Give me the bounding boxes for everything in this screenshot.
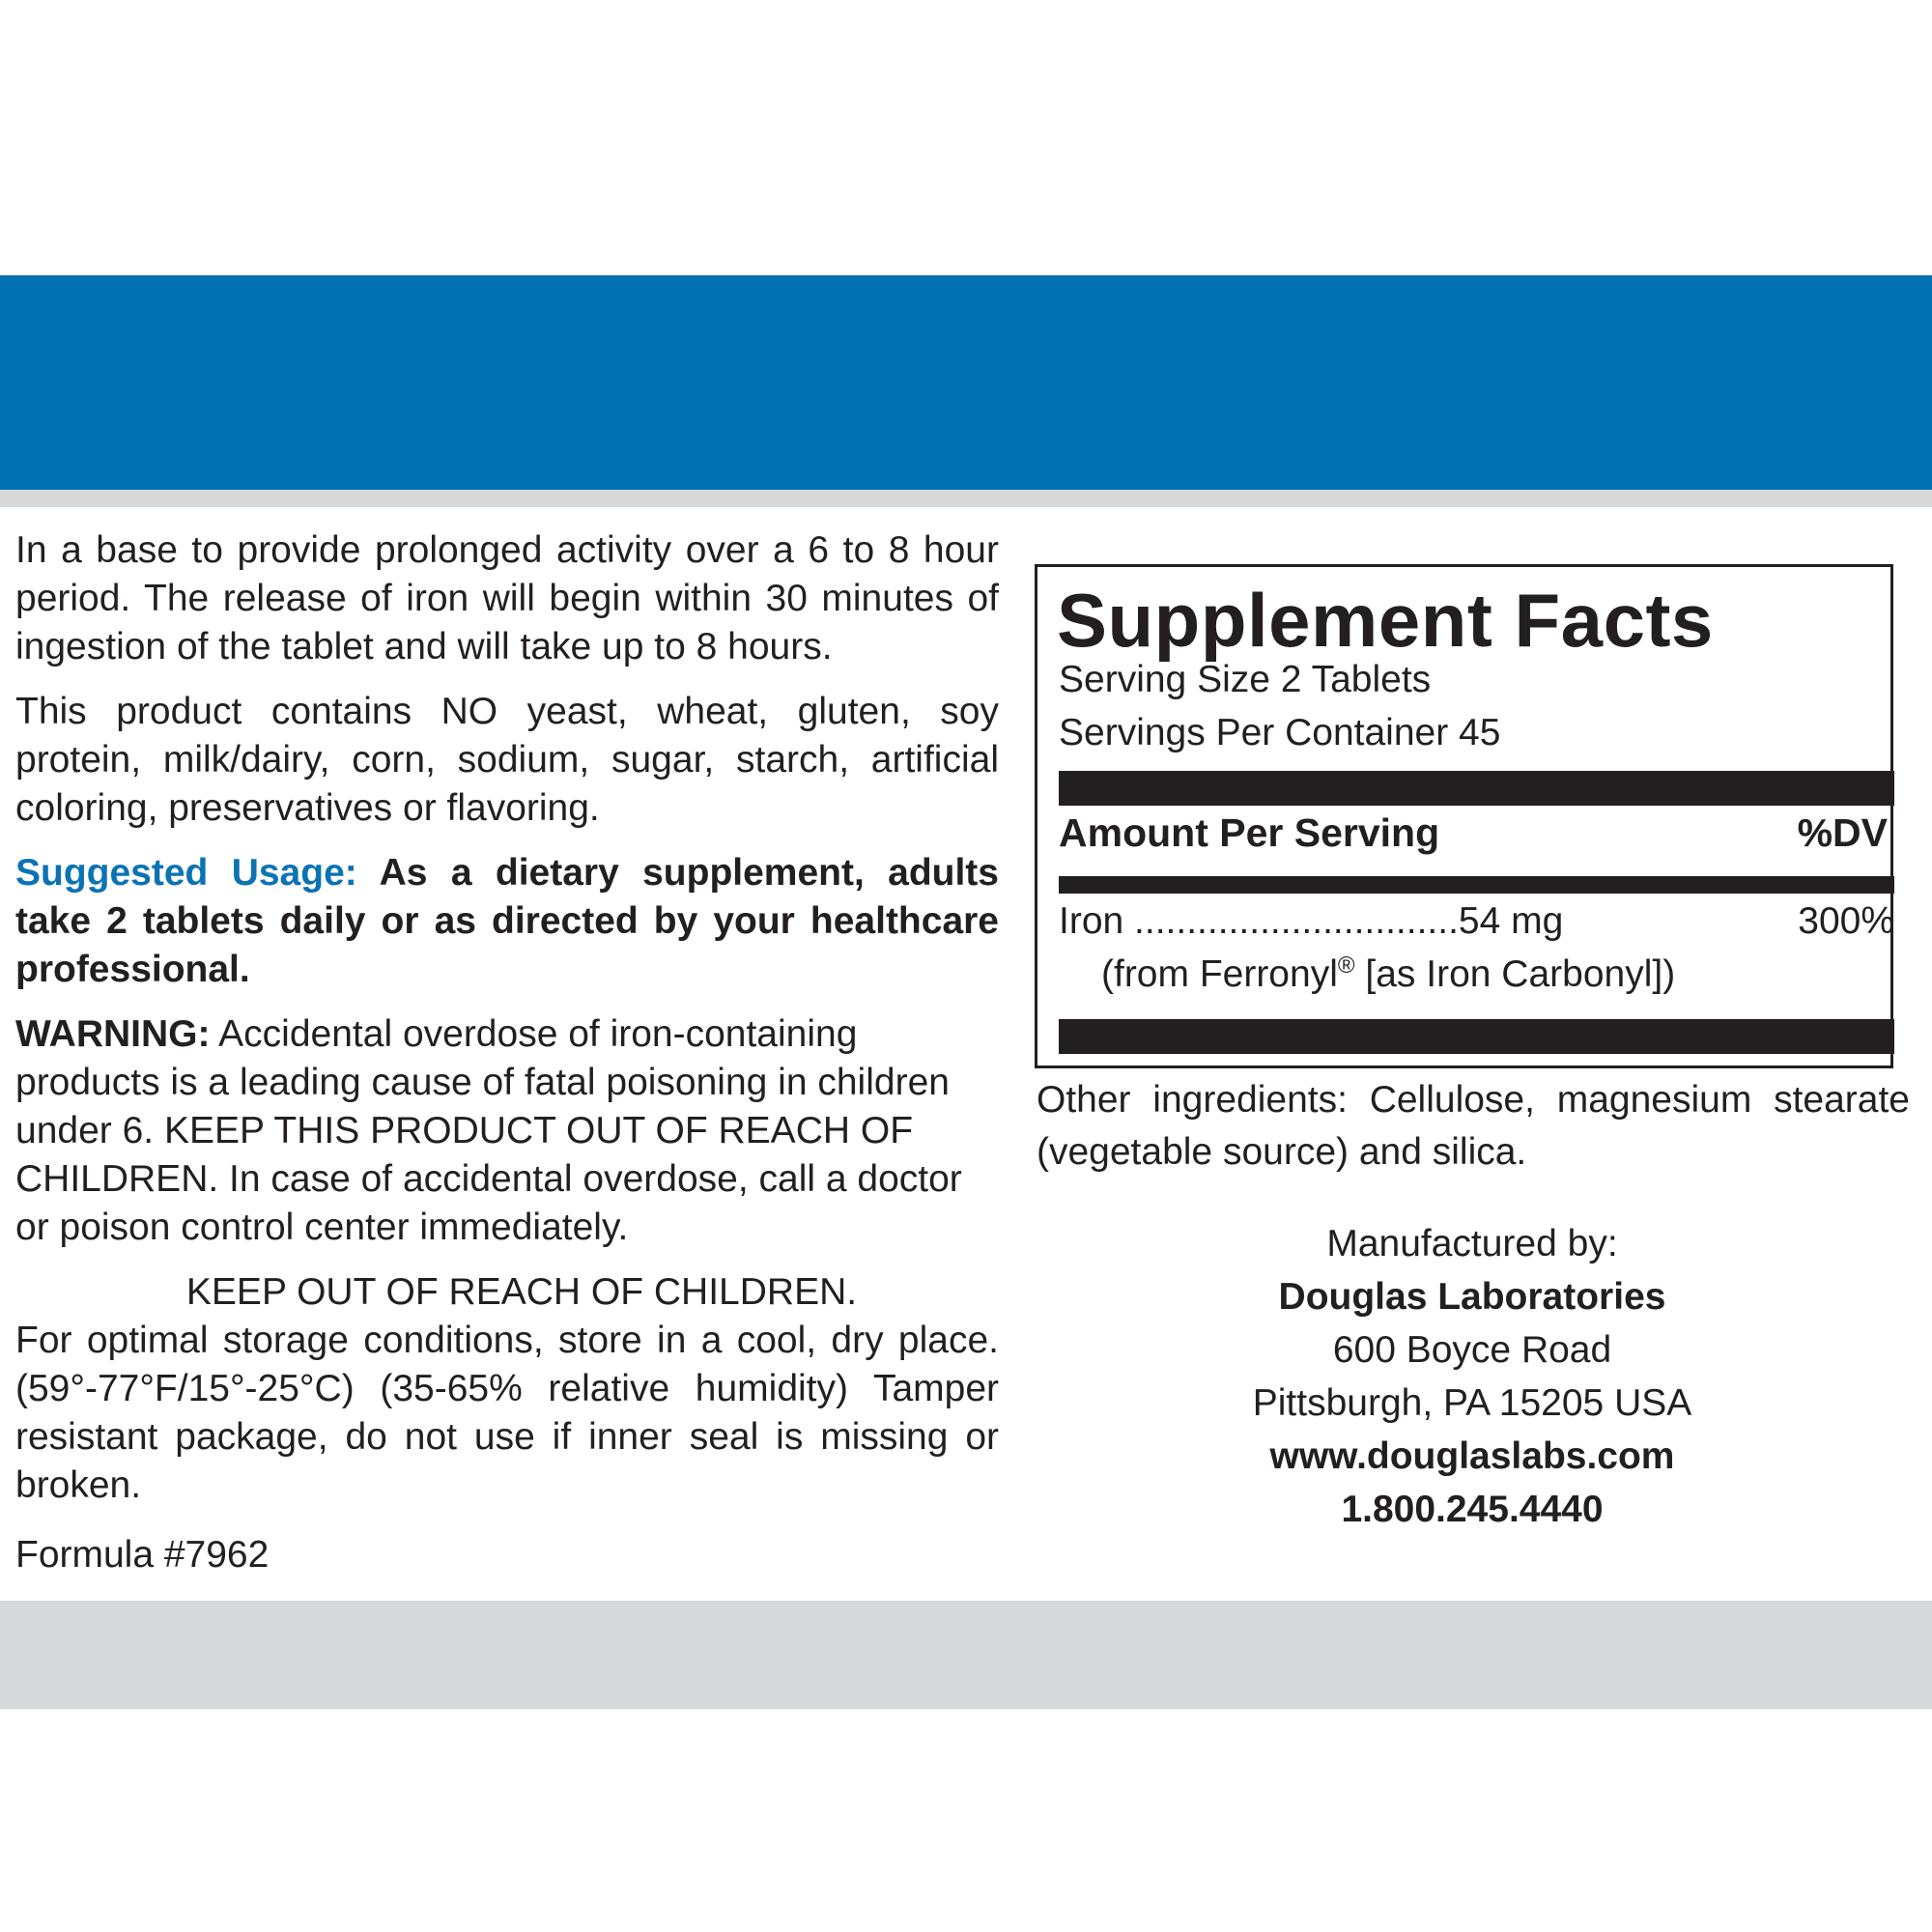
iron-source: (from Ferronyl® [as Iron Carbonyl]) xyxy=(1101,952,1676,995)
servings-per-container: Servings Per Container 45 xyxy=(1059,712,1501,753)
allergen-statement: This product contains NO yeast, wheat, gluten, soy protein, milk/dairy, corn, sodium, sugar, starch, artificial coloring, preservatives or flavoring. xyxy=(15,691,999,829)
divider-bar xyxy=(1059,876,1894,894)
storage-instructions: For optimal storage conditions, store in a cool, dry place. (59°-77°F/15°-25°C) (35-65% relative humidity) Tamper resistant package, do not use if inner seal is missing or broken. xyxy=(15,1320,999,1506)
dv-header: %DV xyxy=(1797,810,1888,855)
manufacturer-phone: 1.800.245.4440 xyxy=(1341,1489,1604,1530)
manufacturer-name: Douglas Laboratories xyxy=(1278,1276,1666,1318)
suggested-usage-label: Suggested Usage: xyxy=(15,852,357,894)
manufacturer-street: 600 Boyce Road xyxy=(1332,1329,1612,1371)
amount-header-row xyxy=(1059,810,1888,856)
manufacturer-city: Pittsburgh, PA 15205 USA xyxy=(1252,1382,1692,1424)
warning-label: WARNING: xyxy=(15,1013,211,1055)
label-left-column xyxy=(15,526,999,1576)
keep-out-notice: KEEP OUT OF REACH OF CHILDREN. xyxy=(185,1271,858,1313)
supplement-facts-title: Supplement Facts xyxy=(1057,578,1714,663)
suggested-usage xyxy=(15,849,999,994)
manufacturer-block xyxy=(1188,1217,1756,1536)
divider-bar xyxy=(1059,771,1894,806)
footer-gray-band xyxy=(0,1601,1932,1709)
serving-size: Serving Size 2 Tablets xyxy=(1059,659,1432,700)
suggested-usage-text: As a dietary supplement, adults take 2 tablets daily or as directed by your healthcare professional. xyxy=(15,852,999,990)
iron-dv: 300% xyxy=(1798,900,1894,942)
manufactured-by-label: Manufactured by: xyxy=(1326,1223,1618,1264)
formula-number: Formula #7962 xyxy=(15,1534,270,1576)
release-description: In a base to provide prolonged activity over a 6 to 8 hour period. The release of iron will begin within 30 minutes of ingestion of the tablet and will take up to 8 hours. xyxy=(15,529,999,668)
iron-row xyxy=(1059,900,1894,943)
manufacturer-website: www.douglaslabs.com xyxy=(1269,1435,1675,1477)
registered-mark: ® xyxy=(1337,952,1355,979)
header-blue-band xyxy=(0,275,1932,490)
other-ingredients: Other ingredients: Cellulose, magnesium stearate (vegetable source) and silica. xyxy=(1037,1079,1910,1173)
header-gray-strip xyxy=(0,490,1932,507)
supplement-facts-panel xyxy=(1035,564,1893,1068)
iron-amount: Iron ...............................54 mg xyxy=(1059,900,1564,942)
amount-per-serving-header: Amount Per Serving xyxy=(1059,810,1440,855)
divider-bar xyxy=(1059,1019,1894,1054)
warning-statement xyxy=(15,1010,999,1252)
warning-text: Accidental overdose of iron-containing products is a leading cause of fatal poisoning in children under 6. KEEP THIS PRODUCT OUT OF REACH OF CHILDREN. In case of accidental overdose, call a doctor or poison control center immediately. xyxy=(15,1013,962,1248)
